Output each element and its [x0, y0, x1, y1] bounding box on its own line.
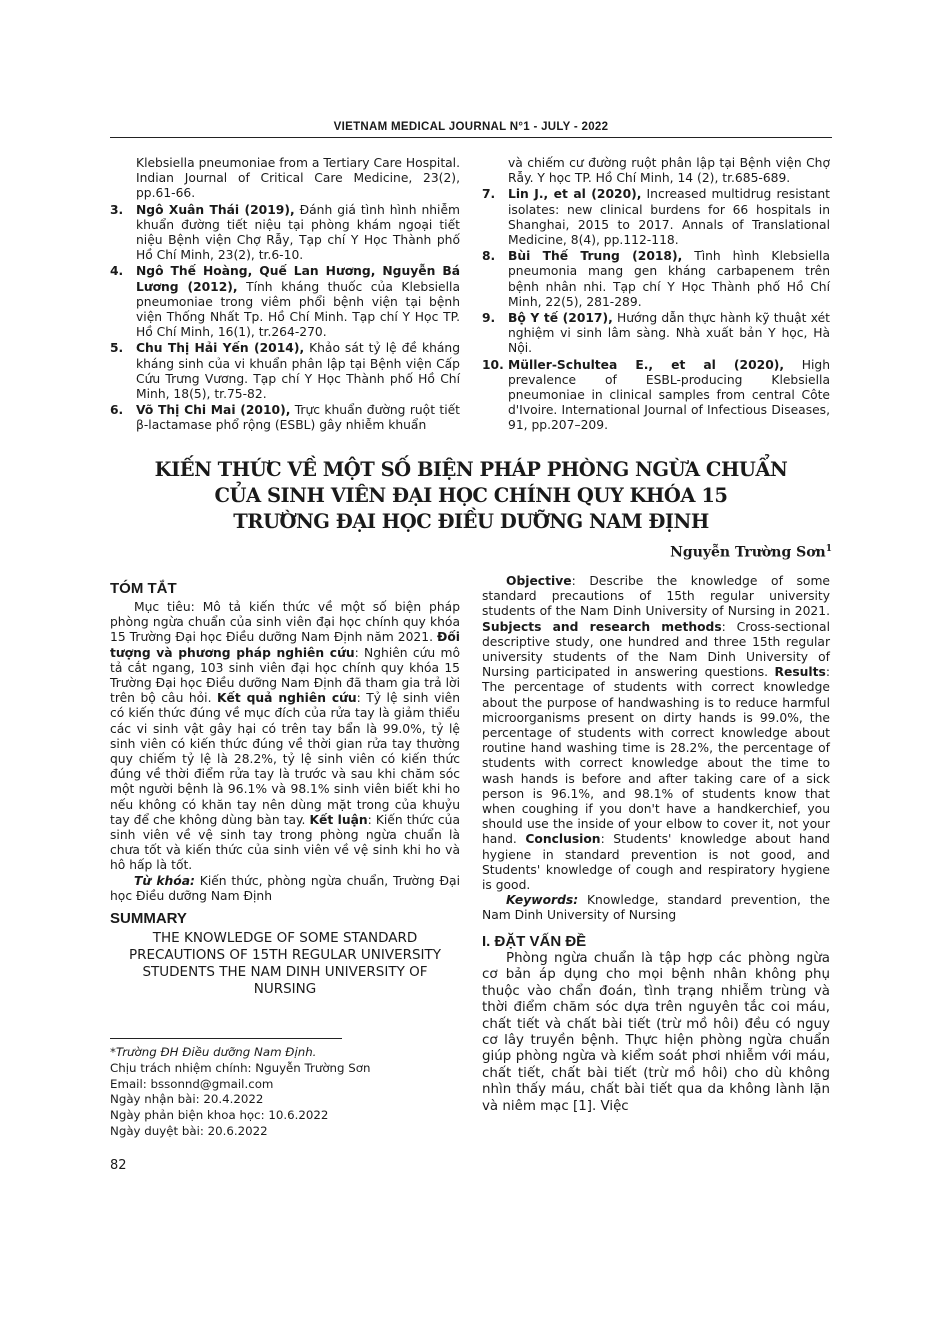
- footnote-affiliation: *Trường ĐH Điều dưỡng Nam Định.: [110, 1045, 317, 1060]
- reference-number: 10.: [482, 357, 504, 372]
- reference-item: [110, 264, 460, 340]
- keywords-label: Từ khóa:: [134, 873, 195, 888]
- reference-author: Võ Thị Chi Mai (2010),: [136, 403, 291, 418]
- reference-number: 3.: [110, 202, 124, 217]
- reference-item: [482, 249, 830, 310]
- summary-title: THE KNOWLEDGE OF SOME STANDARD PRECAUTIONS OF 15TH REGULAR UNIVERSITY STUDENTS THE NAM DINH UNIVERSITY OF NURSING: [128, 930, 442, 998]
- title-line: TRƯỜNG ĐẠI HỌC ĐIỀU DƯỠNG NAM ĐỊNH: [233, 510, 709, 533]
- reference-item: [482, 187, 830, 248]
- keywords-en-label: Keywords:: [506, 893, 579, 908]
- intro-heading: I. ĐẶT VẤN ĐỀ: [482, 932, 587, 950]
- reference-author: Ngô Xuân Thái (2019),: [136, 202, 295, 217]
- reference-text: Hướng dẫn thực hành kỹ thuật xét nghiệm vi sinh lâm sàng. Nhà xuất bản Y học, Hà Nội.: [508, 311, 830, 356]
- title-line: CỦA SINH VIÊN ĐẠI HỌC CHÍNH QUY KHÓA 15: [214, 484, 728, 507]
- reference-number: 4.: [110, 264, 124, 279]
- reference-continuation: Klebsiella pneumoniae from a Tertiary Care Hospital. Indian Journal of Critical Care Medicine, 23(2), pp.61-66.: [136, 156, 460, 201]
- article-author: [670, 544, 832, 561]
- reference-number: 9.: [482, 311, 496, 326]
- reference-number: 5.: [110, 341, 124, 356]
- reference-text: Increased multidrug resistant isolates: new clinical burdens for 66 hospitals in Shanghai, 2015 to 2017. Annals of Translational Medicine, 8(4), pp.112-118.: [508, 187, 831, 248]
- reference-continuation: và chiếm cư đường ruột phân lập tại Bệnh viện Chợ Rẫy. Y học TP. Hồ Chí Minh, 14 (2), tr.685-689.: [508, 156, 830, 186]
- keywords-paragraph: [110, 874, 460, 904]
- header-rule: [110, 137, 832, 138]
- author-affiliation-mark: 1: [825, 544, 832, 554]
- reference-author: Bộ Y tế (2017),: [508, 311, 613, 326]
- subjects-en-label: Subjects and research methods: [482, 619, 722, 634]
- keywords-en-text: Knowledge, standard prevention, the Nam Dinh University of Nursing: [482, 893, 830, 923]
- conclusion-en-text: : Students' knowledge about hand hygiene in standard prevention is not good, and Students' knowledge of cough and respiratory hygiene is good.: [482, 832, 830, 893]
- keywords-en-paragraph: [482, 893, 830, 923]
- reference-number: 7.: [482, 187, 496, 202]
- footnote-rule: [110, 1038, 342, 1039]
- objective-text: : Mô tả kiến thức về một số biện pháp phòng ngừa chuẩn của sinh viên đại học chính quy khóa 15 Trường Đại học Điều dưỡng Nam Định năm 2021.: [110, 600, 460, 645]
- reference-author: Bùi Thế Trung (2018),: [508, 249, 683, 264]
- abstract-paragraph: [110, 600, 460, 874]
- footnote-reviewed: Ngày phản biện khoa học: 10.6.2022: [110, 1108, 329, 1123]
- article-title: [110, 457, 832, 535]
- abstract-left-column: [110, 580, 460, 1140]
- reference-author: Müller-Schultea E., et al (2020),: [508, 357, 785, 372]
- footnote-responsible: Chịu trách nhiệm chính: Nguyễn Trường Sơn: [110, 1060, 371, 1075]
- reference-author: Ngô Thế Hoàng, Quế Lan Hương, Nguyễn Bá Lương (2012),: [136, 264, 460, 294]
- results-en-text: : The percentage of students with correct knowledge about the purpose of handwashing is to reduce harmful microorganisms present on dirty hands is 99.0%, the percentage of students with correct knowledge about routine hand washing time is 28.2%, the percentage of students with correct knowledge about the time to wash hands is before and after taking care of a sick person is 96.1%, and 98.1% of students know that when coughing if you don't have a handkerchief, you should use the inside of your elbow to cover it, not your hand.: [482, 665, 830, 847]
- reference-item: [110, 203, 460, 264]
- subjects-en-text: : Cross-sectional descriptive study, one hundred and three 15th regular university students of the Nam Dinh University of Nursing participated in answering questions.: [482, 619, 831, 680]
- objective-en-label: Objective: [506, 574, 572, 588]
- reference-text: Đánh giá tình hình nhiễm khuẩn đường tiết niệu tại phòng khám ngoại tiết niệu Bệnh viện Chợ Rẫy, Tạp chí Y Học Thành phố Hồ Chí Minh, 23(2), tr.6-10.: [136, 202, 461, 263]
- reference-item: [482, 311, 830, 357]
- methods-label: Đối tượng và phương pháp nghiên cứu: [110, 630, 460, 660]
- journal-header: VIETNAM MEDICAL JOURNAL N°1 - JULY - 2022: [333, 121, 609, 133]
- keywords-text: Kiến thức, phòng ngừa chuẩn, Trường Đại học Điều dưỡng Nam Định: [110, 873, 460, 903]
- reference-author: Lin J., et al (2020),: [508, 187, 642, 202]
- abstract-right-column: [482, 574, 830, 1115]
- author-name: Nguyễn Trường Sơn: [670, 544, 826, 561]
- footnote-accepted: Ngày duyệt bài: 20.6.2022: [110, 1124, 268, 1139]
- page-number: 82: [110, 1158, 127, 1173]
- reference-text: Tình hình Klebsiella pneumonia mang gen kháng carbapenem trên bệnh nhân nhi. Tạp chí Y Học Thành phố Hồ Chí Minh, 22(5), 281-289.: [508, 249, 830, 309]
- abstract-en-paragraph: [482, 574, 830, 893]
- results-label: Kết quả nghiên cứu: [217, 691, 357, 706]
- methods-text: : Nghiên cứu mô tả cắt ngang, 103 sinh viên đại học chính quy khóa 15 Trường Đại học Điều dưỡng Nam Định đã tham gia trả lời trên bộ câu hỏi.: [110, 645, 460, 706]
- results-en-label: Results: [774, 665, 826, 680]
- reference-item: [110, 403, 460, 433]
- conclusion-text: : Kiến thức của sinh viên về vệ sinh tay trong phòng ngừa chuẩn là chưa tốt và kiến thức của sinh viên về vệ sinh khi ho và hô hấp là tốt.: [110, 812, 460, 873]
- objective-label: Mục tiêu: [134, 600, 191, 614]
- results-text: : Tỷ lệ sinh viên có kiến thức đúng về mục đích của rửa tay là giảm thiểu các vi sinh vật gây hại có trên tay bẩn là 99.0%, tỷ lệ sinh viên có kiến thức đúng về thời gian rửa tay thường quy chiếm tỷ lệ là 28.2%, tỷ lệ sinh viên có kiến thức đúng về thời điểm rửa tay là trước và sau khi chăm sóc một người bệnh là 96.1% và 98.1% sinh viên biết khi ho nếu không có khăn tay nên dùng mặt trong của khuỷu tay để che không dùng bàn tay.: [110, 691, 460, 827]
- abstract-heading: TÓM TẮT: [110, 580, 177, 597]
- conclusion-label: Kết luận: [309, 812, 368, 827]
- reference-text: Tính kháng thuốc của Klebsiella pneumoniae trong viêm phổi bệnh viện tại bệnh viện Thống Nhất Tp. Hồ Chí Minh. Tạp chí Y Học TP. Hồ Chí Minh, 16(1), tr.264-270.: [136, 279, 460, 340]
- summary-heading: SUMMARY: [110, 910, 187, 928]
- conclusion-en-label: Conclusion: [525, 832, 601, 847]
- objective-en-text: : Describe the knowledge of some standard precautions of 15th regular university students of the Nam Dinh University of Nursing in 2021.: [482, 574, 830, 619]
- reference-number: 6.: [110, 403, 124, 418]
- reference-text: High prevalence of ESBL-producing Klebsiella pneumoniae in clinical samples from central Côte d'Ivoire. International Journal of Infectious Diseases, 91, pp.207–209.: [508, 357, 830, 433]
- footnote-email: Email: bssonnd@gmail.com: [110, 1076, 274, 1091]
- references-right-column: [482, 156, 830, 435]
- reference-author: Chu Thị Hải Yến (2014),: [136, 341, 305, 356]
- reference-text: Trực khuẩn đường ruột tiết β-lactamase phổ rộng (ESBL) gây nhiễm khuẩn: [136, 403, 460, 433]
- reference-number: 8.: [482, 249, 496, 264]
- references-left-column: [110, 156, 460, 435]
- intro-paragraph: Phòng ngừa chuẩn là tập hợp các phòng ngừa cơ bản áp dụng cho mọi bệnh nhân không phụ thuộc vào chẩn đoán, tình trạng nhiễm trùng và thời điểm chăm sóc dựa trên nguyên tắc coi máu, chất tiết và chất bài tiết (trừ mồ hôi) đều có nguy cơ lây truyền bệnh. Thực hiện phòng ngừa chuẩn giúp phòng ngừa và kiểm soát phơi nhiễm với máu, chất tiết, chất bài tiết (trừ mồ hôi) cho dù không nhìn thấy máu, chất bài tiết qua da không lành lặn và niêm mạc [1]. Việc: [482, 950, 830, 1114]
- reference-item: [110, 341, 460, 402]
- title-line: KIẾN THỨC VỀ MỘT SỐ BIỆN PHÁP PHÒNG NGỪA CHUẨN: [154, 458, 788, 481]
- reference-text: Khảo sát tỷ lệ đề kháng kháng sinh của vi khuẩn phân lập tại Bệnh viện Cấp Cứu Trưng Vương. Tạp chí Y Học Thành phố Hồ Chí Minh, 18(5), tr.75-82.: [136, 341, 460, 402]
- reference-item: [482, 358, 830, 434]
- footnote-received: Ngày nhận bài: 20.4.2022: [110, 1092, 264, 1107]
